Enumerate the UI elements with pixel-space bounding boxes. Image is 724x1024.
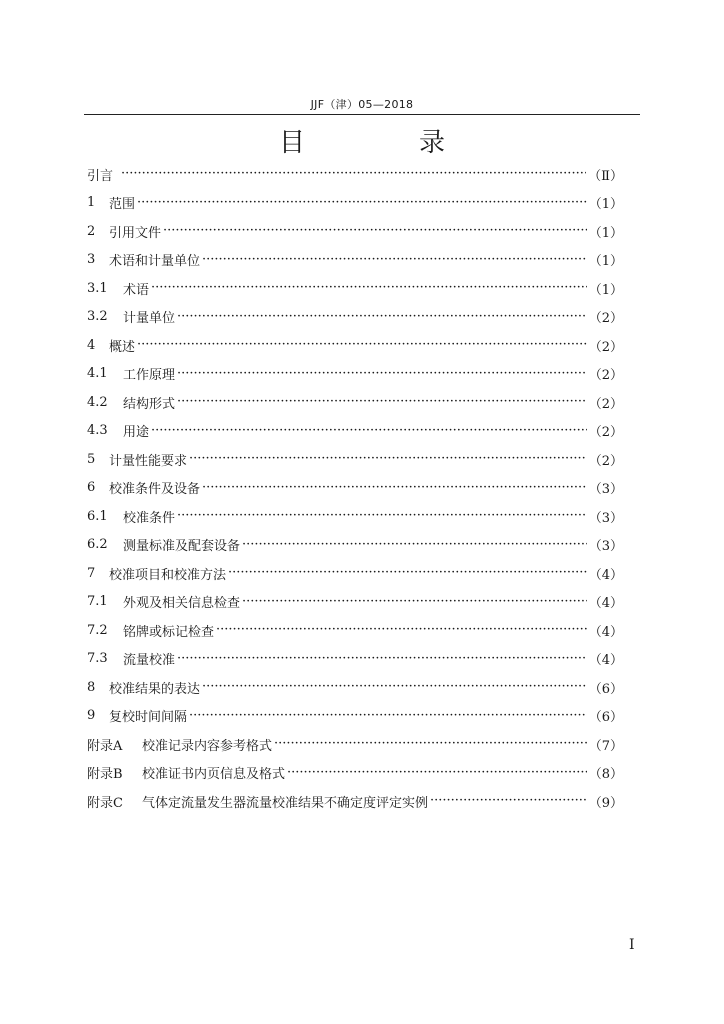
toc-entry-number: 4 [87, 337, 96, 353]
toc-leader-dots [189, 452, 587, 466]
toc-entry-page: （3） [588, 482, 623, 498]
toc-entry-label: 用途 [123, 425, 150, 441]
toc-leader-dots [177, 367, 587, 381]
toc-entry[interactable] [87, 331, 623, 360]
toc-entry-label: 范围 [109, 197, 136, 213]
toc-entry-page: （1） [588, 225, 623, 241]
toc-entry[interactable] [87, 673, 623, 702]
toc-entry-label: 引用文件 [109, 225, 162, 241]
toc-entry-number: 8 [87, 679, 96, 695]
toc-entry[interactable] [87, 616, 623, 645]
toc-title: 目 录 [278, 128, 489, 158]
toc-entry-page: （1） [588, 197, 623, 213]
toc-leader-dots [216, 623, 587, 637]
toc-entry-page: （2） [588, 368, 623, 384]
toc-entry[interactable] [87, 531, 623, 560]
toc-entry-label: 外观及相关信息检查 [123, 596, 241, 612]
toc-entry[interactable] [87, 274, 623, 303]
toc-entry[interactable] [87, 417, 623, 446]
toc-entry-page: （6） [588, 710, 623, 726]
toc-leader-dots [242, 595, 587, 609]
toc-entry-page: （4） [588, 567, 623, 583]
toc-leader-dots [163, 224, 587, 238]
toc-entry[interactable] [87, 730, 623, 759]
toc-entry[interactable] [87, 702, 623, 731]
toc-entry[interactable] [87, 787, 623, 816]
toc-entry-page: （1） [588, 282, 623, 298]
toc-entry-label: 计量单位 [123, 311, 176, 327]
toc-entry-label: 概述 [109, 339, 136, 355]
toc-entry-number: 2 [87, 223, 96, 239]
toc-leader-dots [121, 167, 586, 181]
toc-leader-dots [202, 253, 587, 267]
toc-entry-number: 6.2 [87, 537, 108, 553]
toc-entry-number: 附录B [87, 767, 123, 783]
toc-entry-page: （6） [588, 681, 623, 697]
toc-entry-label: 测量标准及配套设备 [123, 539, 241, 555]
toc-entry-number: 7.2 [87, 622, 108, 638]
toc-entry-label: 校准结果的表达 [109, 681, 201, 697]
toc-entry-label: 流量校准 [123, 653, 176, 669]
toc-entry[interactable] [87, 303, 623, 332]
toc-entry-number: 3 [87, 252, 96, 268]
toc-entry-number: 1 [87, 195, 96, 211]
toc-entry-label: 术语和计量单位 [109, 254, 201, 270]
toc-entry-page: （9） [588, 795, 623, 811]
toc-leader-dots [137, 196, 587, 210]
toc-leader-dots [151, 424, 587, 438]
toc-entry-number: 附录A [87, 738, 123, 754]
toc-entry[interactable] [87, 559, 623, 588]
page-number: I [629, 937, 635, 953]
toc-entry[interactable] [87, 189, 623, 218]
toc-leader-dots [177, 652, 587, 666]
toc-entry-label: 校准证书内页信息及格式 [142, 767, 286, 783]
toc-entry-label: 工作原理 [123, 368, 176, 384]
toc-entry-number: 7.3 [87, 651, 108, 667]
toc-entry-page: （8） [588, 767, 623, 783]
toc-entry-number: 7.1 [87, 594, 108, 610]
toc-entry-label: 术语 [123, 282, 150, 298]
toc-leader-dots [242, 538, 587, 552]
toc-leader-dots [287, 766, 587, 780]
toc-entry-page: （3） [588, 510, 623, 526]
toc-entry-label: 校准条件及设备 [109, 482, 201, 498]
toc-entry-page: （2） [588, 396, 623, 412]
toc-entry-label: 复校时间间隔 [109, 710, 188, 726]
toc-leader-dots [228, 566, 587, 580]
toc-entry[interactable] [87, 474, 623, 503]
toc-entry-page: （4） [588, 596, 623, 612]
toc-leader-dots [177, 395, 587, 409]
toc-leader-dots [189, 709, 587, 723]
toc-entry-number: 6 [87, 480, 96, 496]
toc-entry[interactable] [87, 160, 623, 189]
toc-entry[interactable] [87, 588, 623, 617]
toc-entry-page: （1） [588, 254, 623, 270]
toc-entry-page: （3） [588, 539, 623, 555]
toc-entry[interactable] [87, 246, 623, 275]
toc-entry[interactable] [87, 445, 623, 474]
toc-entry-page: （7） [588, 738, 623, 754]
toc-entry-label: 校准记录内容参考格式 [142, 738, 273, 754]
toc-entry-page: （2） [588, 311, 623, 327]
toc-entry-page: （Ⅱ） [588, 168, 623, 184]
toc-entry[interactable] [87, 388, 623, 417]
toc-entry-label: 铭牌或标记检查 [123, 624, 215, 640]
toc-entry-page: （2） [588, 425, 623, 441]
toc-leader-dots [137, 338, 587, 352]
toc-leader-dots [274, 737, 587, 751]
toc-leader-dots [202, 680, 587, 694]
toc-entry-number: 4.1 [87, 366, 108, 382]
header-rule [84, 114, 640, 115]
toc-entry-number: 6.1 [87, 508, 108, 524]
toc-entry[interactable] [87, 645, 623, 674]
toc-leader-dots [177, 509, 587, 523]
toc-entry[interactable] [87, 217, 623, 246]
toc-entry-number: 9 [87, 708, 96, 724]
toc-leader-dots [177, 310, 587, 324]
toc-entry-number: 3.2 [87, 309, 108, 325]
toc-entry-number: 附录C [87, 795, 123, 811]
toc-entry[interactable] [87, 502, 623, 531]
toc-entry-number: 4.3 [87, 423, 108, 439]
toc-entry-number: 4.2 [87, 394, 108, 410]
table-of-contents [87, 160, 623, 816]
toc-entry-page: （4） [588, 653, 623, 669]
toc-entry-label: 结构形式 [123, 396, 176, 412]
toc-entry-page: （2） [588, 339, 623, 355]
toc-leader-dots [151, 281, 587, 295]
toc-entry[interactable] [87, 759, 623, 788]
toc-entry-number: 7 [87, 565, 96, 581]
toc-entry-page: （2） [588, 453, 623, 469]
toc-leader-dots [202, 481, 587, 495]
document-code: JJF（津）05—2018 [310, 98, 414, 111]
toc-entry-number: 5 [87, 451, 96, 467]
toc-entry-label: 校准项目和校准方法 [109, 567, 227, 583]
toc-entry-label: 计量性能要求 [109, 453, 188, 469]
toc-entry-number: 3.1 [87, 280, 108, 296]
toc-entry-page: （4） [588, 624, 623, 640]
toc-entry-label: 气体定流量发生器流量校准结果不确定度评定实例 [142, 795, 429, 811]
toc-entry[interactable] [87, 360, 623, 389]
toc-entry-label: 校准条件 [123, 510, 176, 526]
toc-entry-label: 引言 [87, 168, 114, 184]
toc-leader-dots [430, 794, 587, 808]
